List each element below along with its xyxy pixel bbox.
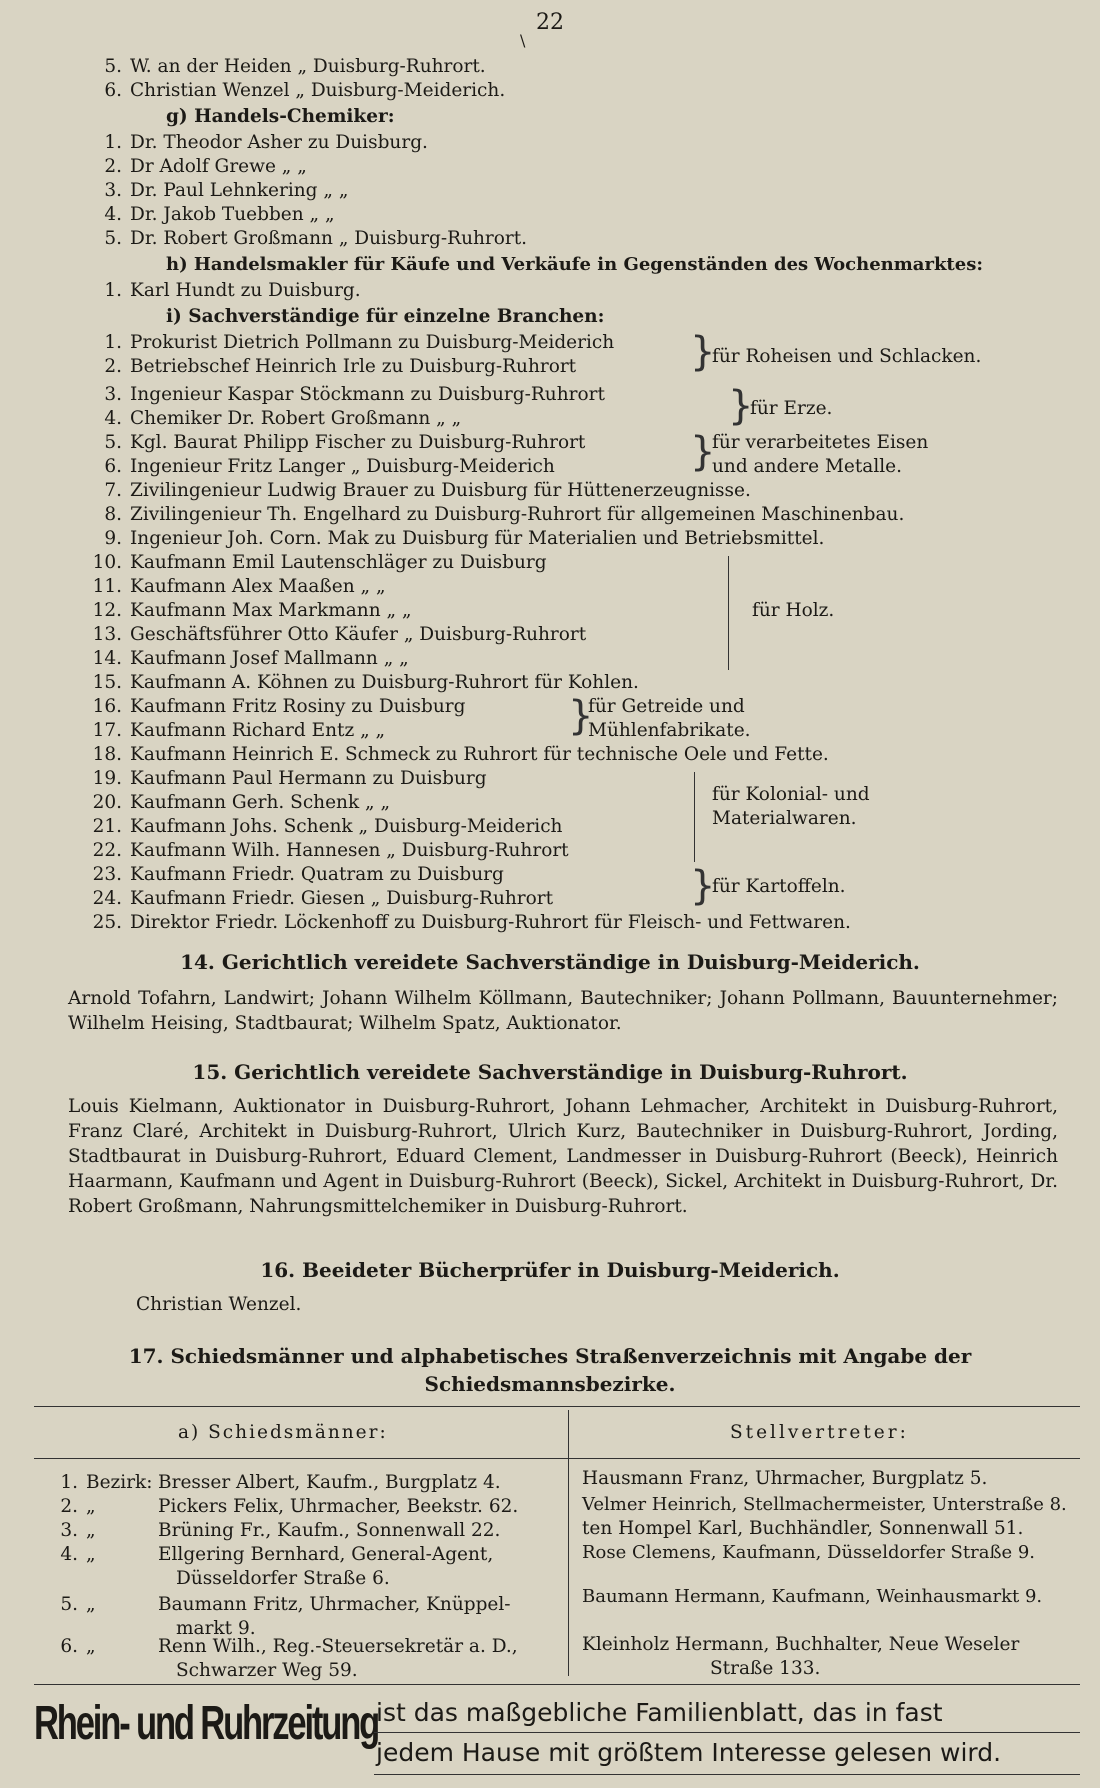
section-heading-16: 16. Beeideter Bücherprüfer in Duisburg-Meiderich.	[260, 1258, 840, 1282]
table-row: 2. „ Pickers Felix, Uhrmacher, Beekstr. 62.	[60, 1496, 519, 1517]
section-heading-h: h) Handelsmakler für Käufe und Verkäufe in Gegenständen des Wochenmarktes:	[166, 254, 983, 275]
group-label: für Kartoffeln.	[712, 876, 846, 897]
list-item: 24. Kaufmann Friedr. Giesen „ Duisburg-Ruhrort	[92, 888, 554, 909]
section-heading-14: 14. Gerichtlich vereidete Sachverständige in Duisburg-Meiderich.	[180, 950, 920, 974]
ad-rule	[374, 1774, 1080, 1775]
group-label: für Getreide und	[588, 696, 745, 717]
section-heading-g: g) Handels-Chemiker:	[166, 106, 395, 127]
table-row: 5. „ Baumann Fritz, Uhrmacher, Knüppel-	[60, 1594, 511, 1615]
group-label: für Roheisen und Schlacken.	[712, 346, 982, 367]
list-item: 6. Christian Wenzel „ Duisburg-Meiderich.	[104, 80, 506, 101]
list-item: 18. Kaufmann Heinrich E. Schmeck zu Ruhrort für technische Oele und Fette.	[92, 744, 829, 765]
group-label: und andere Metalle.	[712, 456, 902, 477]
list-item: 8. Zivilingenieur Th. Engelhard zu Duisburg-Ruhrort für allgemeinen Maschinenbau.	[104, 504, 905, 525]
list-item: 14. Kaufmann Josef Mallmann „ „	[92, 648, 409, 669]
table-cell-right-cont: Straße 133.	[710, 1658, 821, 1679]
section-heading-15: 15. Gerichtlich vereidete Sachverständige in Duisburg-Ruhrort.	[192, 1060, 908, 1084]
list-item: 16. Kaufmann Fritz Rosiny zu Duisburg	[92, 696, 466, 717]
table-rule	[34, 1458, 1080, 1459]
list-item: 20. Kaufmann Gerh. Schenk „ „	[92, 792, 391, 813]
list-item: 3. Ingenieur Kaspar Stöckmann zu Duisburg-Ruhrort	[104, 384, 605, 405]
table-row: 1. Bezirk: Bresser Albert, Kaufm., Burgplatz 4.	[60, 1472, 501, 1493]
list-item: 5. W. an der Heiden „ Duisburg-Ruhrort.	[104, 56, 486, 77]
page-number: 22	[536, 10, 564, 35]
table-header-left: a) Schiedsmänner:	[178, 1422, 388, 1443]
list-item: 7. Zivilingenieur Ludwig Brauer zu Duisburg für Hüttenerzeugnisse.	[104, 480, 751, 501]
group-brace: }	[690, 429, 716, 475]
group-bracket	[728, 556, 729, 670]
group-label: Mühlenfabrikate.	[588, 720, 751, 741]
list-item: 2. Dr Adolf Grewe „ „	[104, 156, 307, 177]
ad-brand: Rhein- und Ruhrzeitung	[34, 1697, 379, 1750]
table-divider	[568, 1410, 569, 1676]
list-item: 9. Ingenieur Joh. Corn. Mak zu Duisburg für Materialien und Betriebsmittel.	[104, 528, 825, 549]
table-header-right: Stellvertreter:	[730, 1422, 909, 1443]
group-brace: }	[690, 329, 716, 375]
list-item: 10. Kaufmann Emil Lautenschläger zu Duisburg	[92, 552, 547, 573]
group-label: für Holz.	[752, 600, 835, 621]
group-label: Materialwaren.	[712, 808, 857, 829]
group-label: für verarbeitetes Eisen	[712, 432, 929, 453]
table-cell-left-cont: Düsseldorfer Straße 6.	[176, 1568, 390, 1589]
table-cell-right: Rose Clemens, Kaufmann, Düsseldorfer Straße 9.	[582, 1542, 1036, 1563]
list-item: 25. Direktor Friedr. Löckenhoff zu Duisburg-Ruhrort für Fleisch- und Fettwaren.	[92, 912, 851, 933]
list-item: 1. Dr. Theodor Asher zu Duisburg.	[104, 132, 428, 153]
list-item: 4. Dr. Jakob Tuebben „ „	[104, 204, 335, 225]
list-item: 3. Dr. Paul Lehnkering „ „	[104, 180, 349, 201]
group-label: für Erze.	[750, 398, 833, 419]
section-body-14: Arnold Tofahrn, Landwirt; Johann Wilhelm Köllmann, Bautechniker; Johann Pollmann, Bauunternehmer; Wilhelm Heising, Stadtbaurat; Wilhelm Spatz, Auktionator.	[68, 988, 1058, 1034]
group-label: für Kolonial- und	[712, 784, 870, 805]
advertisement	[34, 1692, 1080, 1776]
list-item: 6. Ingenieur Fritz Langer „ Duisburg-Meiderich	[104, 456, 555, 477]
table-rule	[34, 1684, 1080, 1685]
list-item: 12. Kaufmann Max Markmann „ „	[92, 600, 412, 621]
section-body-16: Christian Wenzel.	[136, 1294, 302, 1315]
list-item: 17. Kaufmann Richard Entz „ „	[92, 720, 386, 741]
table-cell-right: Kleinholz Hermann, Buchhalter, Neue Weseler	[582, 1634, 1020, 1655]
ad-line-1: ist das maßgebliche Familienblatt, das in fast	[376, 1698, 943, 1727]
list-item: 19. Kaufmann Paul Hermann zu Duisburg	[92, 768, 487, 789]
list-item: 1. Prokurist Dietrich Pollmann zu Duisburg-Meiderich	[104, 332, 615, 353]
list-item: 23. Kaufmann Friedr. Quatram zu Duisburg	[92, 864, 504, 885]
table-cell-left-cont: Schwarzer Weg 59.	[176, 1660, 358, 1681]
group-brace: }	[690, 863, 716, 909]
table-rule	[34, 1406, 1080, 1407]
list-item: 15. Kaufmann A. Köhnen zu Duisburg-Ruhrort für Kohlen.	[92, 672, 639, 693]
group-bracket	[694, 772, 695, 862]
page-mark: \	[520, 31, 526, 50]
table-row: 6. „ Renn Wilh., Reg.-Steuersekretär a. D.,	[60, 1636, 518, 1657]
section-body-15: Louis Kielmann, Auktionator in Duisburg-Ruhrort, Johann Lehmacher, Architekt in Duisburg-Ruhrort, Franz Claré, Architekt in Duisburg-Ruhrort, Ulrich Kurz, Bautechniker in Duisburg-Ruhrort, Jording, Stadtbaurat in Duisburg-Ruhrort, Eduard Clement, Landmesser in Duisburg-Ruhrort (Beeck), Heinrich Haarmann, Kaufmann und Agent in Duisburg-Ruhrort (Beeck), Sickel, Architekt in Duisburg-Ruhrort, Dr. Robert Großmann, Nahrungsmittelchemiker in Duisburg-Ruhrort.	[68, 1096, 1058, 1217]
ad-line-2: jedem Hause mit größtem Interesse gelesen wird.	[376, 1738, 1002, 1767]
table-cell-left-cont: markt 9.	[176, 1618, 256, 1639]
section-heading-17: 17. Schiedsmänner und alphabetisches Straßenverzeichnis mit Angabe der	[128, 1344, 972, 1368]
list-item: 4. Chemiker Dr. Robert Großmann „ „	[104, 408, 462, 429]
table-cell-right: Baumann Hermann, Kaufmann, Weinhausmarkt 9.	[582, 1586, 1043, 1607]
list-item: 22. Kaufmann Wilh. Hannesen „ Duisburg-Ruhrort	[92, 840, 569, 861]
list-item: 5. Kgl. Baurat Philipp Fischer zu Duisburg-Ruhrort	[104, 432, 586, 453]
table-row: 3. „ Brüning Fr., Kaufm., Sonnenwall 22.	[60, 1520, 501, 1541]
table-cell-right: Hausmann Franz, Uhrmacher, Burgplatz 5.	[582, 1468, 988, 1489]
group-brace: }	[568, 693, 594, 739]
table-row: 4. „ Ellgering Bernhard, General-Agent,	[60, 1544, 494, 1565]
list-item: 5. Dr. Robert Großmann „ Duisburg-Ruhrort.	[104, 228, 528, 249]
table-cell-right: Velmer Heinrich, Stellmachermeister, Unterstraße 8.	[582, 1494, 1067, 1515]
group-brace: }	[728, 383, 754, 429]
list-item: 21. Kaufmann Johs. Schenk „ Duisburg-Meiderich	[92, 816, 563, 837]
list-item: 1. Karl Hundt zu Duisburg.	[104, 280, 361, 301]
table-cell-right: ten Hompel Karl, Buchhändler, Sonnenwall 51.	[582, 1518, 1024, 1539]
list-item: 2. Betriebschef Heinrich Irle zu Duisburg-Ruhrort	[104, 356, 577, 377]
section-heading-17-cont: Schiedsmannsbezirke.	[424, 1372, 676, 1396]
ad-rule	[374, 1732, 1080, 1733]
list-item: 13. Geschäftsführer Otto Käufer „ Duisburg-Ruhrort	[92, 624, 587, 645]
list-item: 11. Kaufmann Alex Maaßen „ „	[92, 576, 386, 597]
section-heading-i: i) Sachverständige für einzelne Branchen:	[166, 306, 605, 327]
